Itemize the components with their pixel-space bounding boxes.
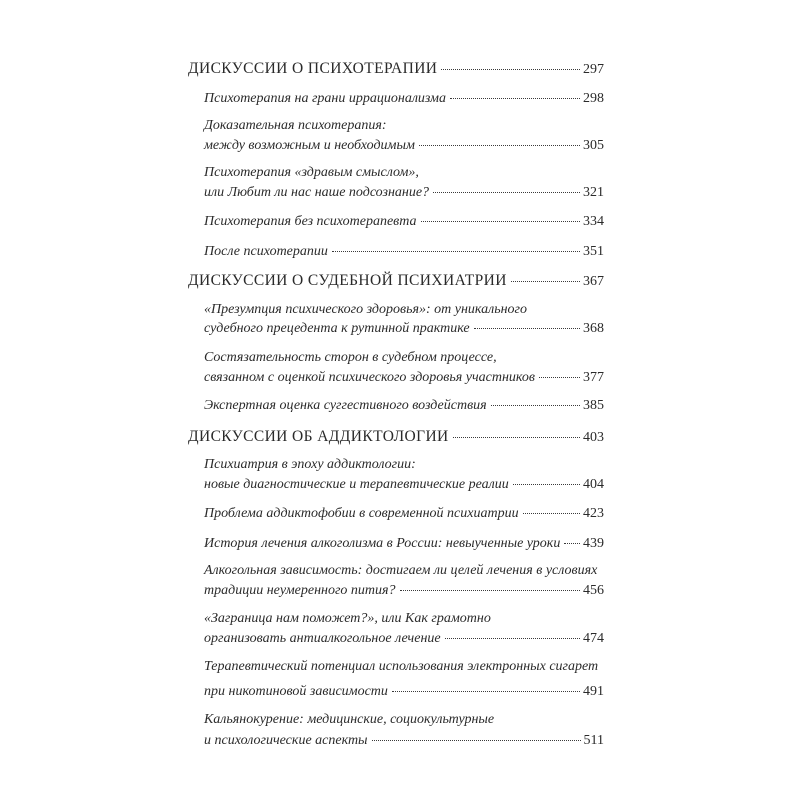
toc-entry bbox=[204, 244, 604, 260]
toc-entry-title-line1: Психотерапия «здравым смыслом», bbox=[204, 165, 419, 180]
dot-leader bbox=[419, 145, 580, 146]
toc-entry-title: новые диагностические и терапевтические реалии bbox=[204, 477, 509, 492]
toc-page-number: 377 bbox=[583, 370, 604, 385]
toc-entry bbox=[204, 631, 604, 647]
toc-section-title: ДИСКУССИИ ОБ АДДИКТОЛОГИИ bbox=[188, 428, 449, 445]
toc-page-number: 403 bbox=[583, 430, 604, 445]
toc-entry-title: судебного прецедента к рутинной практике bbox=[204, 321, 470, 336]
table-of-contents bbox=[188, 0, 604, 800]
toc-entry bbox=[204, 536, 604, 552]
toc-entry-title: и психологические аспекты bbox=[204, 733, 368, 748]
toc-entry bbox=[204, 506, 604, 522]
dot-leader bbox=[564, 543, 580, 544]
dot-leader bbox=[441, 69, 580, 70]
dot-leader bbox=[445, 638, 580, 639]
toc-page-number: 439 bbox=[583, 536, 604, 551]
toc-page-number: 385 bbox=[583, 398, 604, 413]
toc-entry bbox=[204, 370, 604, 386]
toc-entry-title-line1: Состязательность сторон в судебном процессе, bbox=[204, 350, 497, 365]
toc-page-number: 298 bbox=[583, 91, 604, 106]
toc-entry bbox=[204, 185, 604, 201]
toc-section-forensic-psychiatry bbox=[188, 272, 604, 290]
dot-leader bbox=[491, 405, 580, 406]
toc-section-title: ДИСКУССИИ О ПСИХОТЕРАПИИ bbox=[188, 60, 438, 77]
toc-page-number: 297 bbox=[583, 62, 604, 77]
toc-entry-title-line1: Доказательная психотерапия: bbox=[204, 118, 387, 133]
toc-entry bbox=[204, 583, 604, 599]
toc-entry-title: Проблема аддиктофобии в современной психиатрии bbox=[204, 506, 519, 521]
toc-page-number: 491 bbox=[583, 684, 604, 699]
toc-page-number: 321 bbox=[583, 185, 604, 200]
toc-section-psychotherapy bbox=[188, 60, 604, 78]
toc-entry-title: После психотерапии bbox=[204, 244, 328, 259]
dot-leader bbox=[474, 328, 580, 329]
dot-leader bbox=[372, 740, 581, 741]
toc-entry-title-line1: «Заграница нам поможет?», или Как грамотно bbox=[204, 611, 491, 626]
toc-page-number: 351 bbox=[583, 244, 604, 259]
toc-entry-title-line1: Психиатрия в эпоху аддиктологии: bbox=[204, 457, 416, 472]
toc-entry-title-line1: «Презумпция психического здоровья»: от уникального bbox=[204, 302, 527, 317]
toc-entry bbox=[204, 214, 604, 230]
toc-page-number: 474 bbox=[583, 631, 604, 646]
toc-entry-title: Психотерапия без психотерапевта bbox=[204, 214, 417, 229]
toc-entry-title: связанном с оценкой психического здоровья участников bbox=[204, 370, 536, 385]
toc-entry-title: организовать антиалкогольное лечение bbox=[204, 631, 441, 646]
dot-leader bbox=[433, 192, 580, 193]
toc-entry-title-line1: Кальянокурение: медицинские, социокультурные bbox=[204, 712, 495, 727]
dot-leader bbox=[539, 377, 580, 378]
toc-entry bbox=[204, 138, 604, 154]
dot-leader bbox=[332, 251, 580, 252]
toc-entry-title-line1: Алкогольная зависимость: достигаем ли целей лечения в условиях bbox=[204, 563, 598, 578]
toc-entry-title: или Любит ли нас наше подсознание? bbox=[204, 185, 430, 200]
dot-leader bbox=[511, 281, 580, 282]
toc-entry-title-line1: Терапевтический потенциал использования электронных сигарет bbox=[204, 659, 599, 674]
dot-leader bbox=[421, 221, 580, 222]
dot-leader bbox=[453, 437, 580, 438]
toc-page-number: 511 bbox=[583, 733, 604, 748]
toc-section-title: ДИСКУССИИ О СУДЕБНОЙ ПСИХИАТРИИ bbox=[188, 272, 507, 289]
dot-leader bbox=[523, 513, 580, 514]
toc-page-number: 368 bbox=[583, 321, 604, 336]
toc-page-number: 367 bbox=[583, 274, 604, 289]
dot-leader bbox=[392, 691, 580, 692]
toc-entry bbox=[204, 321, 604, 337]
dot-leader bbox=[513, 484, 580, 485]
toc-entry bbox=[204, 398, 604, 414]
toc-entry-title: между возможным и необходимым bbox=[204, 138, 415, 153]
dot-leader bbox=[400, 590, 580, 591]
toc-entry bbox=[204, 91, 604, 107]
toc-page-number: 456 bbox=[583, 583, 604, 598]
toc-page-number: 404 bbox=[583, 477, 604, 492]
toc-page-number: 423 bbox=[583, 506, 604, 521]
toc-entry-title: при никотиновой зависимости bbox=[204, 684, 388, 699]
toc-page-number: 305 bbox=[583, 138, 604, 153]
toc-entry-title: традиции неумеренного пития? bbox=[204, 583, 396, 598]
toc-entry bbox=[204, 733, 604, 749]
toc-section-addictology bbox=[188, 428, 604, 446]
toc-entry-title: Психотерапия на грани иррационализма bbox=[204, 91, 446, 106]
dot-leader bbox=[450, 98, 580, 99]
toc-entry bbox=[204, 684, 604, 700]
toc-entry-title: Экспертная оценка суггестивного воздействия bbox=[204, 398, 487, 413]
toc-entry bbox=[204, 477, 604, 493]
toc-page-number: 334 bbox=[583, 214, 604, 229]
toc-entry-title: История лечения алкоголизма в России: невыученные уроки bbox=[204, 536, 561, 551]
